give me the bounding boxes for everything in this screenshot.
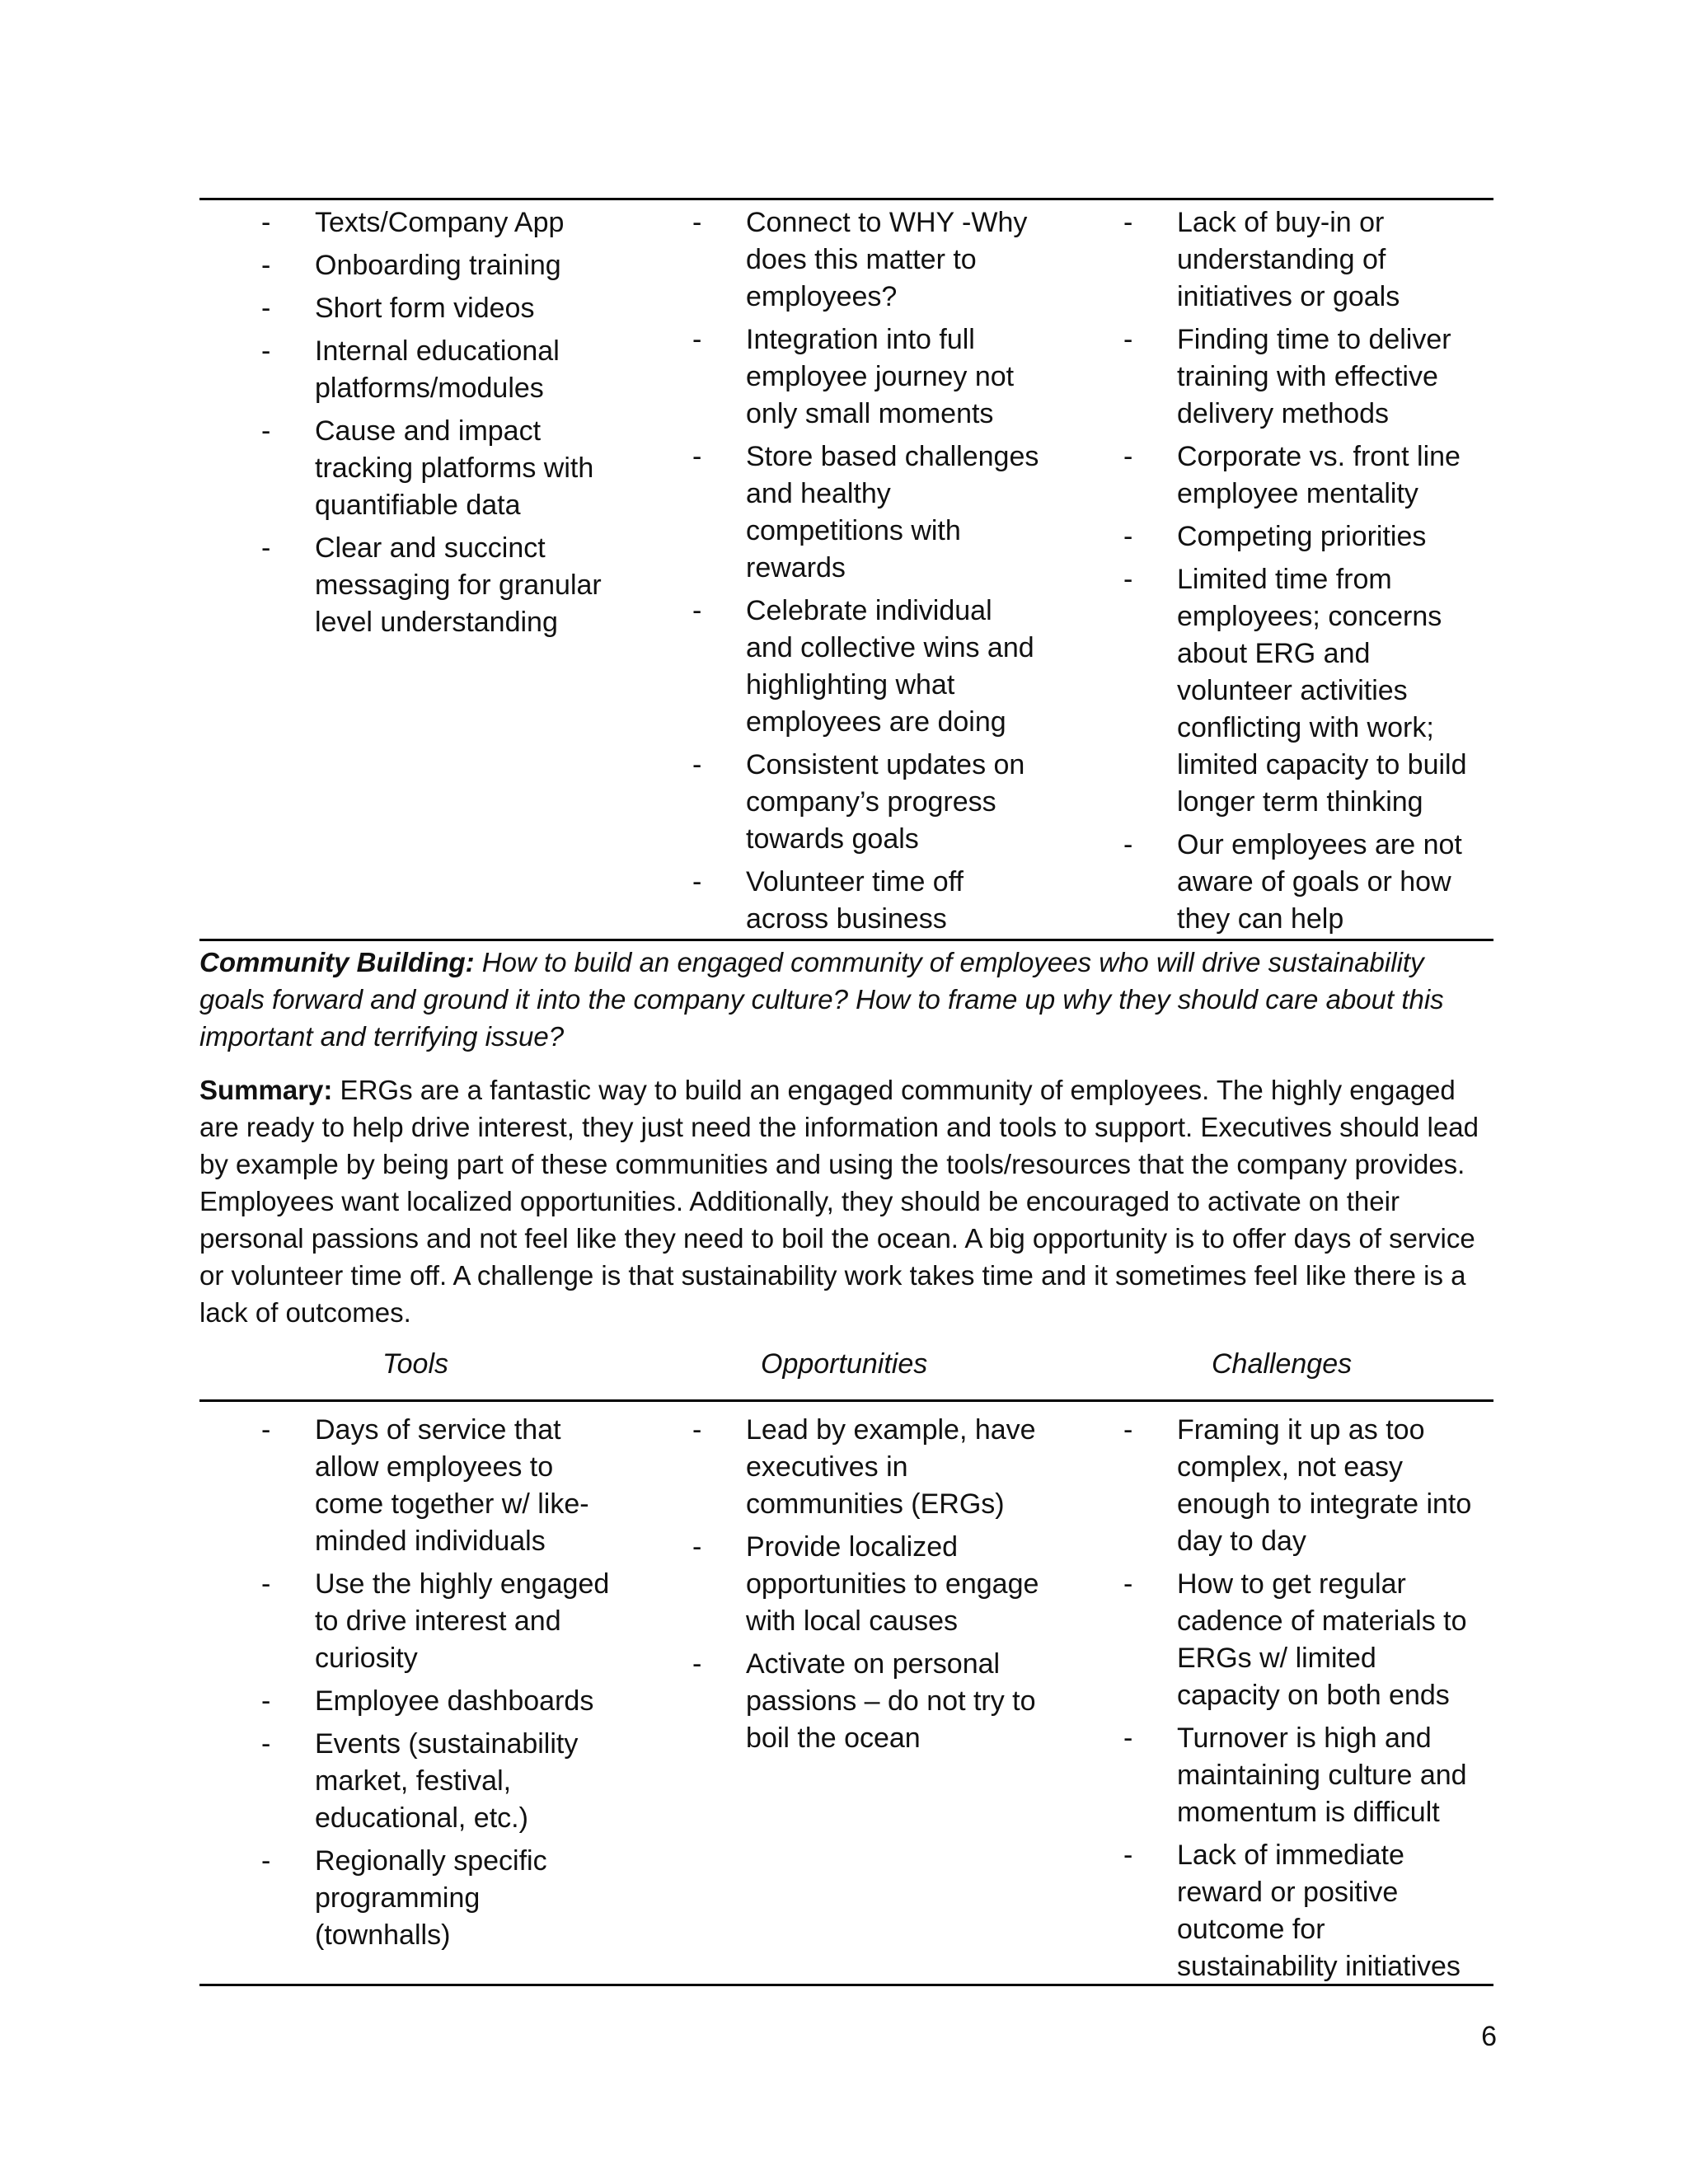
top-table: [199, 198, 1493, 941]
list-item: - Regionally specific programming (townhalls): [261, 1843, 614, 1954]
page-number: 6: [1481, 2021, 1497, 2052]
list-item: - Employee dashboards: [261, 1683, 614, 1720]
list-item: - Limited time from employees; concerns about ERG and volunteer activities conflicting with work; limited capacity to build longer term thinking: [1123, 561, 1476, 821]
community-building-question: [199, 944, 1493, 1055]
bottom-challenges-column: [1062, 1412, 1493, 1991]
list-item: - Clear and succinct messaging for granular level understanding: [261, 530, 614, 641]
list-item: - Consistent updates on company’s progress towards goals: [692, 747, 1045, 858]
list-item: - Corporate vs. front line employee mentality: [1123, 438, 1476, 513]
list-item: - Connect to WHY -Why does this matter to employees?: [692, 204, 1045, 316]
bottom-table: [199, 1399, 1493, 1986]
list-item: - Onboarding training: [261, 247, 614, 284]
list-item: - Provide localized opportunities to engage with local causes: [692, 1529, 1045, 1640]
list-item: - Lack of immediate reward or positive outcome for sustainability initiatives: [1123, 1837, 1476, 1985]
summary-text: ERGs are a fantastic way to build an engaged community of employees. The highly engaged are ready to help drive interest, they just need the information and tools to support. Executives should lead by example by being part of these communities and using the tools/resources that the company provides. Employees want localized opportunities. Additionally, they should be encouraged to activate on their personal passions and not feel like they need to boil the ocean. A big opportunity is to offer days of service or volunteer time off. A challenge is that sustainability work takes time and it sometimes feel like there is a lack of outcomes.: [199, 1075, 1479, 1328]
list-item: - Lack of buy-in or understanding of initiatives or goals: [1123, 204, 1476, 316]
bottom-table-headers: [199, 1348, 1493, 1390]
list-item: - Days of service that allow employees to come together w/ like-minded individuals: [261, 1412, 614, 1560]
header-tools: Tools: [382, 1348, 449, 1380]
list-item: - Our employees are not aware of goals or how they can help: [1123, 827, 1476, 938]
header-challenges: Challenges: [1212, 1348, 1353, 1380]
bottom-opportunities-column: [631, 1412, 1062, 1991]
summary-label: Summary:: [199, 1075, 333, 1105]
list-item: - Use the highly engaged to drive interest and curiosity: [261, 1566, 614, 1677]
list-item: - Integration into full employee journey not only small moments: [692, 321, 1045, 433]
bottom-tools-column: [199, 1412, 631, 1991]
top-table-row: [199, 204, 1493, 944]
list-item: - Internal educational platforms/modules: [261, 333, 614, 407]
list-item: - Lead by example, have executives in communities (ERGs): [692, 1412, 1045, 1523]
list-item: - Short form videos: [261, 290, 614, 327]
list-item: - Store based challenges and healthy competitions with rewards: [692, 438, 1045, 587]
list-item: - Celebrate individual and collective wins and highlighting what employees are doing: [692, 593, 1045, 741]
community-building-text: How to build an engaged community of employees who will drive sustainability goals forward and ground it into the company culture? How to frame up why they should care about this important and terrifying issue?: [199, 947, 1444, 1052]
top-challenges-column: [1062, 204, 1493, 944]
summary-paragraph: [199, 1071, 1493, 1331]
list-item: - How to get regular cadence of materials to ERGs w/ limited capacity on both ends: [1123, 1566, 1476, 1714]
top-tools-column: [199, 204, 631, 944]
list-item: - Events (sustainability market, festival, educational, etc.): [261, 1726, 614, 1837]
bottom-table-row: [199, 1412, 1493, 1991]
list-item: - Activate on personal passions – do not try to boil the ocean: [692, 1646, 1045, 1757]
list-item: - Turnover is high and maintaining culture and momentum is difficult: [1123, 1720, 1476, 1831]
header-opportunities: Opportunities: [761, 1348, 928, 1380]
list-item: - Competing priorities: [1123, 518, 1476, 555]
community-building-label: Community Building:: [199, 947, 475, 977]
list-item: - Finding time to deliver training with effective delivery methods: [1123, 321, 1476, 433]
list-item: - Texts/Company App: [261, 204, 614, 241]
list-item: - Volunteer time off across business: [692, 864, 1045, 938]
top-opportunities-column: [631, 204, 1062, 944]
list-item: - Cause and impact tracking platforms with quantifiable data: [261, 413, 614, 524]
list-item: - Framing it up as too complex, not easy enough to integrate into day to day: [1123, 1412, 1476, 1560]
